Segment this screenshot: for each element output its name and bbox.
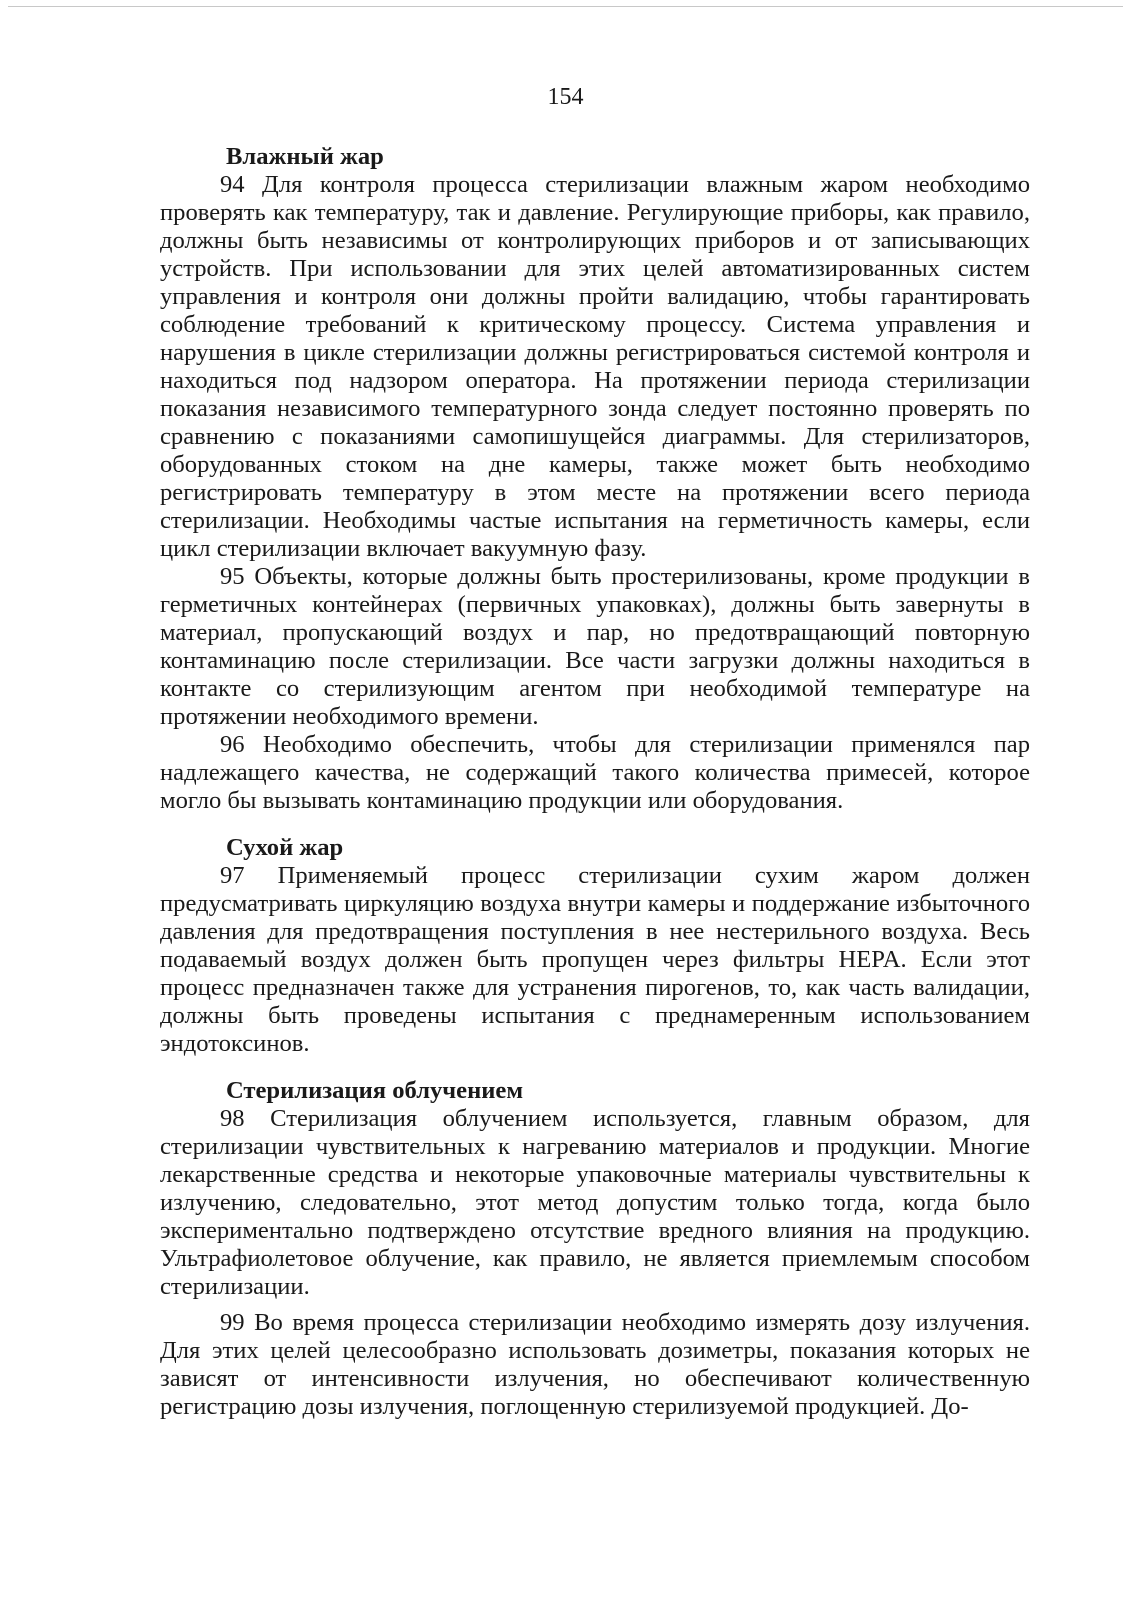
page-number: 154 bbox=[547, 84, 584, 110]
paragraph-94: 94 Для контроля процесса стерилизации влажным жаром необходимо проверять как температуру, так и давление. Регулирующие приборы, как правило, должны быть независимы от контролирующих приборов и от записывающих устройств. При использовании для этих целей автоматизированных систем управления и контроля они должны пройти валидацию, чтобы гарантировать соблюдение требований к критическому процессу. Система управления и нарушения в цикле стерилизации должны регистрироваться системой контроля и находиться под надзором оператора. На протяжении периода стерилизации показания независимого температурного зонда следует постоянно проверять по сравнению с показаниями самопишущейся диаграммы. Для стерилизаторов, оборудованных стоком на дне камеры, также может быть необходимо регистрировать температуру в этом месте на протяжении всего периода стерилизации. Необходимы частые испытания на герметичность камеры, если цикл стерилизации включает вакуумную фазу. bbox=[160, 171, 1030, 562]
section-heading-dry-heat: Сухой жар bbox=[226, 834, 344, 861]
paragraph-98: 98 Стерилизация облучением используется, главным образом, для стерилизации чувствительных к нагреванию материалов и продукции. Многие лекарственные средства и некоторые упаковочные материалы чувствительны к излучению, следовательно, этот метод допустим только тогда, когда было экспериментально подтверждено отсутствие вредного влияния на продукцию. Ультрафиолетовое облучение, как правило, не является приемлемым способом стерилизации. bbox=[160, 1105, 1030, 1300]
paragraph-97: 97 Применяемый процесс стерилизации сухим жаром должен предусматривать циркуляцию воздуха внутри камеры и поддержание избыточного давления для предотвращения поступления в нее нестерильного воздуха. Весь подаваемый воздух должен быть пропущен через фильтры HEPA. Если этот процесс предназначен также для устранения пирогенов, то, как часть валидации, должны быть проведены испытания с преднамеренным использованием эндотоксинов. bbox=[160, 862, 1030, 1057]
section-heading-radiation: Стерилизация облучением bbox=[226, 1077, 524, 1104]
paragraph-99: 99 Во время процесса стерилизации необходимо измерять дозу излучения. Для этих целей целесообразно использовать дозиметры, показания которых не зависят от интенсивности излучения, но обеспечивают количественную регистрацию дозы излучения, поглощенную стерилизуемой продукцией. До- bbox=[160, 1309, 1030, 1420]
scan-edge-rule bbox=[8, 6, 1123, 7]
paragraph-95: 95 Объекты, которые должны быть простерилизованы, кроме продукции в герметичных контейнерах (первичных упаковках), должны быть завернуты в материал, пропускающий воздух и пар, но предотвращающий повторную контаминацию после стерилизации. Все части загрузки должны находиться в контакте со стерилизующим агентом при необходимой температуре на протяжении необходимого времени. bbox=[160, 563, 1030, 730]
section-heading-moist-heat: Влажный жар bbox=[226, 143, 384, 170]
document-body bbox=[160, 142, 1030, 1421]
paragraph-96: 96 Необходимо обеспечить, чтобы для стерилизации применялся пар надлежащего качества, не содержащий такого количества примесей, которое могло бы вызывать контаминацию продукции или оборудования. bbox=[160, 731, 1030, 814]
